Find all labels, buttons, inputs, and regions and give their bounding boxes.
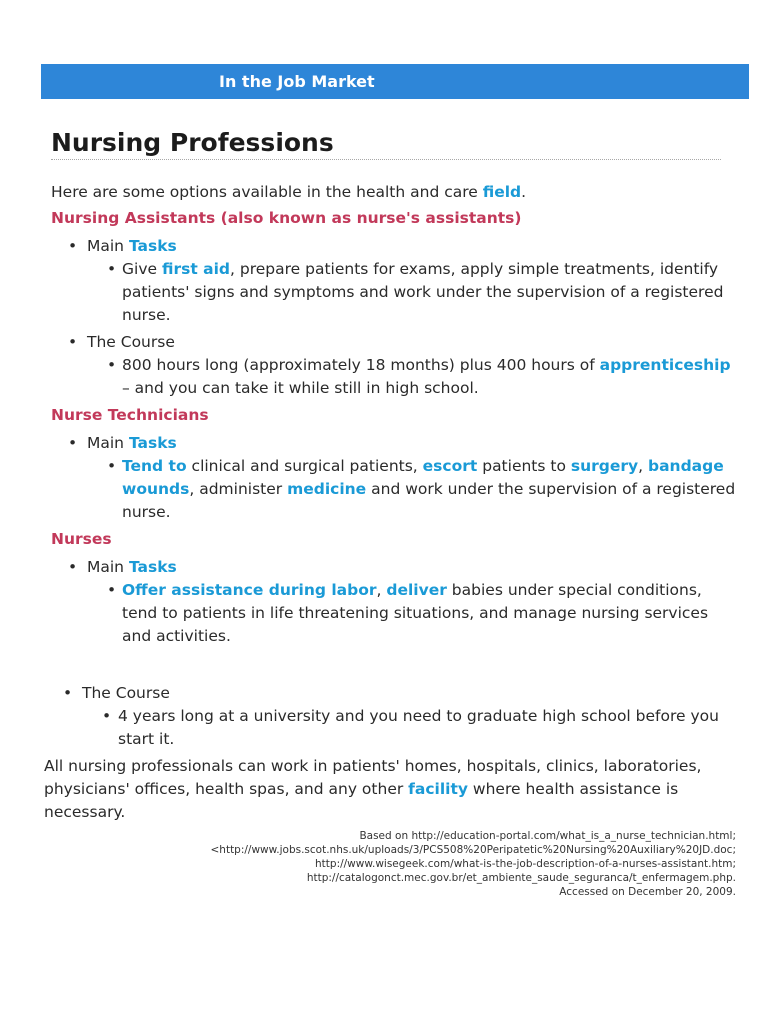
reference-line: http://catalogonct.mec.gov.br/et_ambiente_saude_seguranca/t_enfermagem.php. xyxy=(306,872,736,884)
section-banner xyxy=(41,64,749,99)
list-item: • 4 years long at a university and you need to graduate high school before you start it. xyxy=(82,705,744,751)
reference-line: Accessed on December 20, 2009. xyxy=(559,886,736,898)
glossary-link-tasks[interactable]: Tasks xyxy=(128,434,177,452)
list-item xyxy=(51,556,741,648)
main-tasks-label: Main xyxy=(87,237,129,255)
section-heading-assistants: Nursing Assistants (also known as nurse's assistants) xyxy=(51,209,522,227)
list-item: • Tend to clinical and surgical patients, escort patients to surgery, bandage wounds, administer medicine and work under the supervision of a registered nurse. xyxy=(87,455,741,524)
list-item xyxy=(51,432,741,524)
main-content xyxy=(51,181,741,652)
glossary-link-tasks[interactable]: Tasks xyxy=(128,237,177,255)
list-item: • Offer assistance during labor, deliver babies under special conditions, tend to patients in life threatening situations, and manage nursing services and activities. xyxy=(87,579,741,648)
page-title: Nursing Professions xyxy=(51,128,334,157)
course-label: The Course xyxy=(82,684,170,702)
reference-line: Based on http://education-portal.com/what_is_a_nurse_technician.html; xyxy=(359,830,736,842)
secondary-content xyxy=(44,682,744,824)
title-divider xyxy=(51,159,721,160)
nurses-course-list xyxy=(44,682,744,751)
glossary-link-tasks[interactable]: Tasks xyxy=(128,558,177,576)
banner-title: In the Job Market xyxy=(219,72,375,91)
glossary-link-field[interactable]: field xyxy=(482,183,522,201)
list-item xyxy=(51,235,741,327)
glossary-link-tend-to[interactable]: Tend to xyxy=(122,457,187,475)
glossary-link-apprenticeship[interactable]: apprenticeship xyxy=(599,356,731,374)
glossary-link-medicine[interactable]: medicine xyxy=(287,480,367,498)
main-tasks-label: Main xyxy=(87,558,129,576)
reference-line: <http://www.jobs.scot.nhs.uk/uploads/3/PCS508%20Peripatetic%20Nursing%20Auxiliary%20JD.doc; xyxy=(210,844,736,856)
main-tasks-label: Main xyxy=(87,434,129,452)
list-item: • 800 hours long (approximately 18 months) plus 400 hours of apprenticeship – and you can take it while still in high school. xyxy=(87,354,741,400)
list-item xyxy=(44,682,744,751)
glossary-link-deliver[interactable]: deliver xyxy=(386,581,447,599)
glossary-link-facility[interactable]: facility xyxy=(408,780,468,798)
glossary-link-surgery[interactable]: surgery xyxy=(570,457,639,475)
glossary-link-first-aid[interactable]: first aid xyxy=(161,260,231,278)
course-label: The Course xyxy=(87,333,175,351)
reference-line: http://www.wisegeek.com/what-is-the-job-description-of-a-nurses-assistant.htm; xyxy=(315,858,736,870)
glossary-link-escort[interactable]: escort xyxy=(422,457,478,475)
assistants-list xyxy=(51,235,741,400)
intro-paragraph: Here are some options available in the health and care field. xyxy=(51,183,527,201)
glossary-link-offer-assistance[interactable]: Offer assistance during labor xyxy=(122,581,377,599)
closing-paragraph: All nursing professionals can work in patients' homes, hospitals, clinics, laboratories, physicians' offices, health spas, and any other facility where health assistance is necessary. xyxy=(44,757,702,821)
section-heading-technicians: Nurse Technicians xyxy=(51,406,209,424)
nurses-list xyxy=(51,556,741,648)
list-item xyxy=(51,331,741,400)
references xyxy=(211,829,737,899)
section-heading-nurses: Nurses xyxy=(51,530,112,548)
technicians-list xyxy=(51,432,741,524)
list-item: • Give first aid, prepare patients for exams, apply simple treatments, identify patients' signs and symptoms and work under the supervision of a registered nurse. xyxy=(87,258,741,327)
glossary-link-bandage-wounds[interactable]: bandage wounds xyxy=(122,457,724,498)
